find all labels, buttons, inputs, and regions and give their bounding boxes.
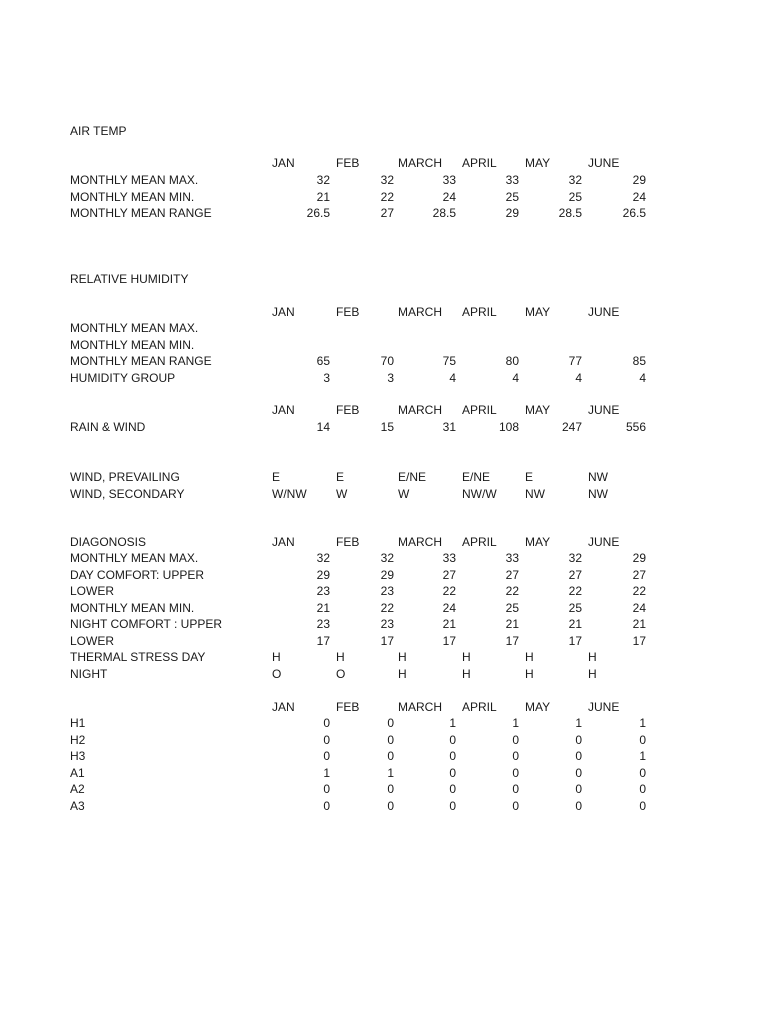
month-header-indicators-march: MARCH	[398, 700, 442, 714]
diagnosis-cell: 21	[505, 617, 519, 631]
relative_humidity-cell: 3	[323, 370, 330, 385]
month-header-air-temp-april: APRIL	[462, 156, 497, 170]
rain-cell: 14	[316, 420, 330, 434]
relative_humidity-cell: 75	[442, 354, 456, 368]
diagnosis-cell: 17	[505, 633, 519, 648]
month-header-diagnosis-june: JUNE	[588, 535, 620, 549]
wind-cell: E	[272, 470, 281, 484]
diagnosis-row-label: THERMAL STRESS DAY	[70, 650, 206, 664]
month-header-air-temp-jan: JAN	[272, 156, 295, 170]
indicators-cell: 0	[449, 749, 456, 763]
indicators-cell: 1	[387, 765, 394, 780]
air_temp-cell: 32	[316, 173, 330, 187]
diagnosis-cell: 22	[632, 584, 646, 598]
diagnosis-cell: 22	[380, 600, 394, 615]
relative_humidity-cell: 4	[639, 370, 646, 385]
diagnosis-cell: O	[336, 666, 346, 681]
diagnosis-row-label: NIGHT COMFORT : UPPER	[70, 617, 223, 631]
indicators-row-label: H2	[70, 732, 86, 747]
month-header-indicators-feb: FEB	[336, 700, 360, 714]
month-header-rain-april: APRIL	[462, 403, 497, 417]
month-header-humidity-march: MARCH	[398, 305, 442, 319]
month-header-humidity-april: APRIL	[462, 305, 497, 319]
diagnosis-cell: 17	[632, 633, 646, 648]
relative_humidity-cell: 70	[380, 354, 394, 368]
relative_humidity-cell: 4	[512, 370, 519, 385]
indicators-cell: 1	[449, 716, 456, 730]
relative_humidity-cell: 77	[568, 354, 582, 368]
indicators-cell: 0	[323, 732, 330, 747]
indicators-cell: 0	[575, 732, 582, 747]
indicators-row-label: A3	[70, 798, 85, 813]
indicators-cell: 0	[323, 716, 330, 730]
indicators-cell: 0	[387, 732, 394, 747]
relative_humidity-row-label: MONTHLY MEAN RANGE	[70, 354, 212, 368]
indicators-cell: 1	[323, 765, 330, 780]
indicators-cell: 0	[449, 798, 456, 813]
air_temp-row-label: MONTHLY MEAN RANGE	[70, 206, 212, 220]
relative-humidity-title: RELATIVE HUMIDITY	[70, 272, 189, 286]
diagnosis-cell: 22	[505, 584, 519, 598]
rain-cell: 31	[442, 420, 456, 434]
diagnosis-title: DIAGONOSIS	[70, 535, 147, 549]
indicators-cell: 0	[387, 798, 394, 813]
diagnosis-cell: 27	[568, 567, 582, 582]
month-header-diagnosis-feb: FEB	[336, 535, 360, 549]
month-header-rain-march: MARCH	[398, 403, 442, 417]
month-header-indicators-jan: JAN	[272, 700, 295, 714]
air_temp-cell: 26.5	[306, 206, 330, 220]
diagnosis-cell: 23	[380, 617, 394, 631]
air_temp-cell: 29	[632, 173, 646, 187]
rain-cell: 556	[625, 420, 646, 434]
air_temp-cell: 29	[505, 206, 519, 220]
diagnosis-cell: 27	[442, 567, 456, 582]
indicators-cell: 0	[387, 749, 394, 763]
indicators-cell: 0	[639, 798, 646, 813]
air_temp-cell: 32	[380, 173, 394, 187]
relative_humidity-row-label: MONTHLY MEAN MIN.	[70, 337, 195, 352]
diagnosis-cell: 21	[632, 617, 646, 631]
air_temp-cell: 21	[316, 189, 330, 204]
indicators-cell: 0	[512, 782, 519, 796]
wind-cell: E/NE	[398, 470, 427, 484]
diagnosis-cell: H	[462, 666, 471, 681]
indicators-cell: 1	[575, 716, 582, 730]
diagnosis-row-label: NIGHT	[70, 666, 108, 681]
indicators-cell: 0	[639, 732, 646, 747]
indicators-cell: 0	[575, 798, 582, 813]
diagnosis-cell: 27	[505, 567, 519, 582]
indicators-cell: 0	[575, 765, 582, 780]
month-header-air-temp-june: JUNE	[588, 156, 620, 170]
air_temp-cell: 32	[568, 173, 582, 187]
rain-row-label: RAIN & WIND	[70, 420, 146, 434]
diagnosis-cell: 29	[380, 567, 394, 582]
diagnosis-cell: 24	[632, 600, 646, 615]
relative_humidity-row-label: HUMIDITY GROUP	[70, 370, 176, 385]
wind-cell: E/NE	[462, 470, 491, 484]
diagnosis-cell: H	[398, 666, 407, 681]
month-header-air-temp-may: MAY	[525, 156, 551, 170]
diagnosis-cell: 22	[442, 584, 456, 598]
diagnosis-cell: 17	[442, 633, 456, 648]
diagnosis-cell: H	[588, 650, 597, 664]
diagnosis-cell: 33	[442, 551, 456, 565]
air_temp-cell: 24	[632, 189, 646, 204]
diagnosis-cell: 17	[316, 633, 330, 648]
month-header-air-temp-feb: FEB	[336, 156, 360, 170]
indicators-cell: 0	[512, 732, 519, 747]
diagnosis-cell: H	[588, 666, 597, 681]
indicators-cell: 0	[387, 716, 394, 730]
diagnosis-row-label: MONTHLY MEAN MIN.	[70, 600, 195, 615]
month-header-indicators-may: MAY	[525, 700, 551, 714]
air_temp-cell: 26.5	[622, 206, 646, 220]
month-header-rain-may: MAY	[525, 403, 551, 417]
air-temp-title: AIR TEMP	[70, 124, 127, 138]
air_temp-cell: 24	[442, 189, 456, 204]
wind-cell: NW	[525, 486, 545, 501]
month-header-diagnosis-march: MARCH	[398, 535, 442, 549]
air_temp-cell: 25	[568, 189, 582, 204]
indicators-cell: 0	[639, 765, 646, 780]
indicators-row-label: H1	[70, 716, 86, 730]
diagnosis-cell: 33	[505, 551, 519, 565]
indicators-cell: 0	[512, 765, 519, 780]
month-header-indicators-june: JUNE	[588, 700, 620, 714]
diagnosis-cell: H	[398, 650, 407, 664]
diagnosis-row-label: LOWER	[70, 584, 115, 598]
wind-row-label: WIND, SECONDARY	[70, 486, 185, 501]
wind-cell: W/NW	[272, 486, 307, 501]
month-header-humidity-june: JUNE	[588, 305, 620, 319]
relative_humidity-cell: 4	[449, 370, 456, 385]
diagnosis-cell: 17	[380, 633, 394, 648]
month-header-diagnosis-may: MAY	[525, 535, 551, 549]
indicators-cell: 1	[639, 749, 646, 763]
air_temp-cell: 22	[380, 189, 394, 204]
month-header-air-temp-march: MARCH	[398, 156, 442, 170]
wind-cell: NW	[588, 470, 608, 484]
month-header-diagnosis-april: APRIL	[462, 535, 497, 549]
indicators-cell: 0	[323, 782, 330, 796]
diagnosis-cell: 21	[568, 617, 582, 631]
diagnosis-cell: H	[336, 650, 345, 664]
month-header-humidity-feb: FEB	[336, 305, 360, 319]
diagnosis-cell: 29	[316, 567, 330, 582]
diagnosis-cell: 27	[632, 567, 646, 582]
diagnosis-cell: 25	[505, 600, 519, 615]
wind-cell: NW/W	[462, 486, 497, 501]
wind-cell: W	[398, 486, 410, 501]
indicators-cell: 0	[639, 782, 646, 796]
diagnosis-cell: H	[462, 650, 471, 664]
diagnosis-cell: 23	[316, 584, 330, 598]
diagnosis-row-label: LOWER	[70, 633, 115, 648]
relative_humidity-cell: 80	[505, 354, 519, 368]
diagnosis-cell: H	[525, 666, 534, 681]
month-header-indicators-april: APRIL	[462, 700, 497, 714]
indicators-cell: 0	[512, 798, 519, 813]
month-header-humidity-jan: JAN	[272, 305, 295, 319]
diagnosis-cell: 32	[316, 551, 330, 565]
diagnosis-cell: 21	[316, 600, 330, 615]
air_temp-cell: 33	[505, 173, 519, 187]
diagnosis-cell: H	[272, 650, 281, 664]
air_temp-cell: 25	[505, 189, 519, 204]
air_temp-row-label: MONTHLY MEAN MAX.	[70, 173, 199, 187]
diagnosis-cell: 25	[568, 600, 582, 615]
diagnosis-row-label: MONTHLY MEAN MAX.	[70, 551, 199, 565]
diagnosis-cell: 17	[568, 633, 582, 648]
indicators-cell: 0	[449, 782, 456, 796]
diagnosis-cell: 29	[632, 551, 646, 565]
diagnosis-cell: O	[272, 666, 282, 681]
wind-cell: E	[525, 470, 534, 484]
wind-cell: E	[336, 470, 345, 484]
indicators-cell: 0	[575, 749, 582, 763]
wind-row-label: WIND, PREVAILING	[70, 470, 180, 484]
wind-cell: NW	[588, 486, 608, 501]
diagnosis-cell: 24	[442, 600, 456, 615]
indicators-row-label: A1	[70, 765, 85, 780]
month-header-rain-feb: FEB	[336, 403, 360, 417]
rain-cell: 247	[561, 420, 582, 434]
air_temp-cell: 33	[442, 173, 456, 187]
indicators-row-label: A2	[70, 782, 85, 796]
air_temp-cell: 28.5	[432, 206, 456, 220]
air_temp-cell: 27	[380, 206, 394, 220]
rain-cell: 15	[380, 420, 394, 434]
month-header-diagnosis-jan: JAN	[272, 535, 295, 549]
air_temp-cell: 28.5	[558, 206, 582, 220]
diagnosis-cell: H	[525, 650, 534, 664]
relative_humidity-cell: 3	[387, 370, 394, 385]
month-header-rain-june: JUNE	[588, 403, 620, 417]
indicators-cell: 0	[575, 782, 582, 796]
wind-cell: W	[336, 486, 348, 501]
diagnosis-cell: 32	[380, 551, 394, 565]
rain-cell: 108	[498, 420, 519, 434]
diagnosis-cell: 21	[442, 617, 456, 631]
indicators-cell: 0	[449, 765, 456, 780]
month-header-rain-jan: JAN	[272, 403, 295, 417]
relative_humidity-cell: 65	[316, 354, 330, 368]
relative_humidity-cell: 85	[632, 354, 646, 368]
diagnosis-row-label: DAY COMFORT: UPPER	[70, 567, 205, 582]
indicators-cell: 0	[512, 749, 519, 763]
indicators-cell: 1	[512, 716, 519, 730]
relative_humidity-cell: 4	[575, 370, 582, 385]
month-header-humidity-may: MAY	[525, 305, 551, 319]
indicators-cell: 0	[449, 732, 456, 747]
indicators-cell: 0	[323, 798, 330, 813]
diagnosis-cell: 23	[316, 617, 330, 631]
diagnosis-cell: 32	[568, 551, 582, 565]
indicators-row-label: H3	[70, 749, 86, 763]
relative_humidity-row-label: MONTHLY MEAN MAX.	[70, 321, 199, 335]
diagnosis-cell: 22	[568, 584, 582, 598]
indicators-cell: 0	[387, 782, 394, 796]
air_temp-row-label: MONTHLY MEAN MIN.	[70, 189, 195, 204]
diagnosis-cell: 23	[380, 584, 394, 598]
indicators-cell: 0	[323, 749, 330, 763]
indicators-cell: 1	[639, 716, 646, 730]
